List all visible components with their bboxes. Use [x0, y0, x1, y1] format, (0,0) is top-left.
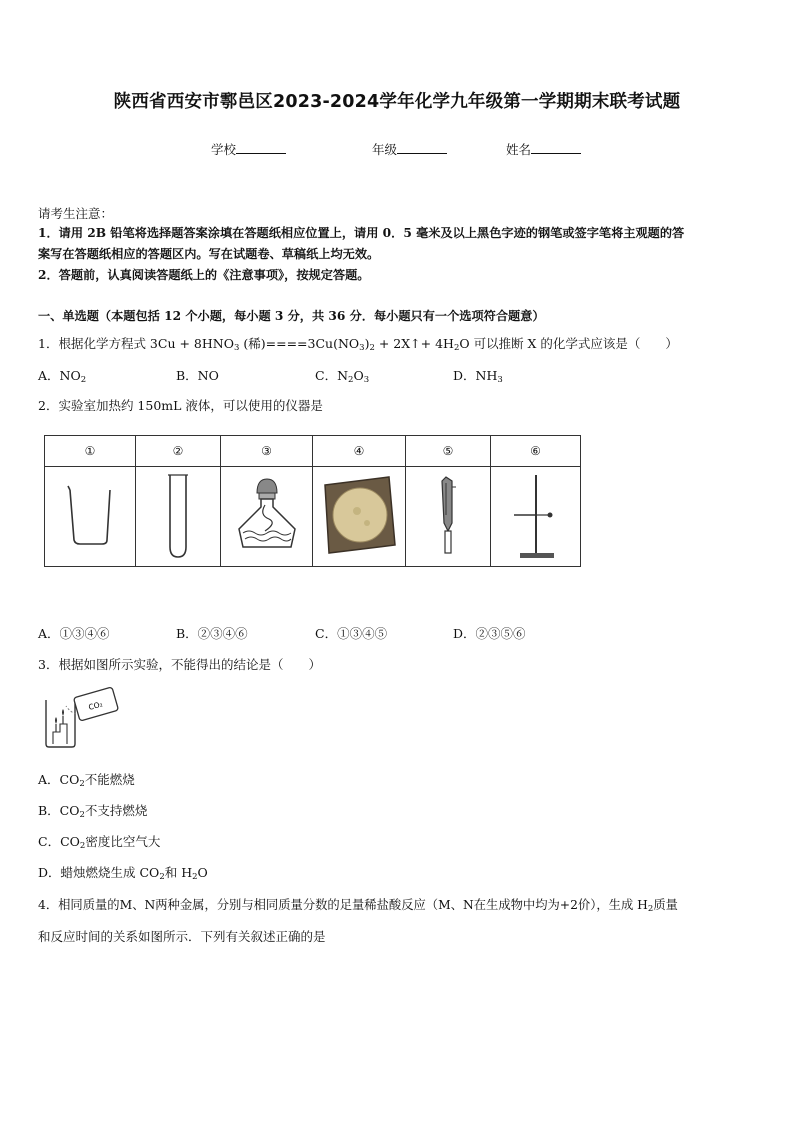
question-3: 3．根据如图所示实验，不能得出的结论是（ ） — [38, 657, 321, 672]
q3-option-a[interactable]: A．$CO_2$不能燃烧 — [38, 772, 135, 789]
name-field[interactable]: 姓名 — [506, 140, 581, 158]
q1-option-b[interactable]: B．NO — [176, 368, 219, 383]
apparatus-table — [44, 435, 581, 567]
table-header-6: ⑥ — [491, 436, 581, 467]
school-field[interactable]: 学校 — [211, 140, 286, 158]
name-blank[interactable] — [531, 141, 581, 154]
alcohol-lamp-icon — [229, 471, 305, 559]
question-4-line-2: 和反应时间的关系如图所示．下列有关叙述正确的是 — [38, 929, 326, 944]
notice-item-2: 2．答题前，认真阅读答题纸上的《注意事项》，按规定答题。 — [38, 268, 370, 282]
table-header-2: ② — [136, 436, 221, 467]
beaker-icon — [60, 480, 120, 550]
co2-pouring-figure — [40, 684, 122, 750]
q2-option-c[interactable]: C．①③④⑤ — [315, 626, 388, 641]
alcohol-lamp-cell — [221, 467, 313, 567]
co2-bottle-label: CO₂ — [87, 699, 104, 712]
grade-blank[interactable] — [397, 141, 447, 154]
q2-option-d[interactable]: D．②③⑤⑥ — [453, 626, 526, 641]
question-2: 2．实验室加热约 150mL 液体，可以使用的仪器是 — [38, 398, 323, 413]
test-tube-cell — [136, 467, 221, 567]
iron-stand-cell — [491, 467, 581, 567]
grade-field[interactable]: 年级 — [372, 140, 447, 158]
q3-option-c[interactable]: C．$CO_2$密度比空气大 — [38, 834, 161, 851]
q3-option-d[interactable]: D．蜡烛燃烧生成 $CO_2$和 $H_2O$ — [38, 865, 208, 882]
table-header-1: ① — [45, 436, 136, 467]
asbestos-mesh-cell — [313, 467, 406, 567]
iron-stand-icon — [506, 469, 566, 561]
table-header-5: ⑤ — [406, 436, 491, 467]
q2-option-b[interactable]: B．②③④⑥ — [176, 626, 248, 641]
q1-option-c[interactable]: C．$N_2O_3$ — [315, 368, 370, 385]
table-header-4: ④ — [313, 436, 406, 467]
question-1: 1．根据化学方程式 $3Cu + 8HNO_3$ (稀)$====3Cu(NO_3)_2$ + 2X↑+ $4H_2O$ 可以推断 X 的化学式应该是（ ） — [38, 336, 678, 353]
page-title: 陕西省西安市鄠邑区2023-2024学年化学九年级第一学期期末联考试题 — [113, 92, 681, 112]
notice-item-1b: 案写在答题纸相应的答题区内。写在试题卷、草稿纸上均无效。 — [38, 247, 380, 261]
asbestos-mesh-icon — [319, 473, 399, 557]
question-4-line-1: 4．相同质量的M、N两种金属，分别与相同质量分数的足量稀盐酸反应（M、N在生成物中均为+2价），生成 $H_2$质量 — [38, 898, 678, 914]
notice-item-1a: 1．请用 2B 铅笔将选择题答案涂填在答题纸相应位置上，请用 0．5 毫米及以上黑色字迹的钢笔或签字笔将主观题的答 — [38, 226, 685, 240]
q2-option-a[interactable]: A．①③④⑥ — [38, 626, 110, 641]
q1-option-d[interactable]: D．$NH_3$ — [453, 368, 503, 385]
notice-heading: 请考生注意： — [38, 206, 114, 221]
school-blank[interactable] — [236, 141, 286, 154]
section-heading: 一、单选题（本题包括 12 个小题，每小题 3 分，共 36 分．每小题只有一个选项符合题意） — [38, 309, 545, 323]
q3-option-b[interactable]: B．$CO_2$不支持燃烧 — [38, 803, 148, 820]
crucible-tongs-cell — [406, 467, 491, 567]
beaker-cell — [45, 467, 136, 567]
table-header-3: ③ — [221, 436, 313, 467]
tongs-icon — [428, 471, 468, 559]
q1-option-a[interactable]: A．$NO_2$ — [38, 368, 87, 385]
test-tube-icon — [158, 467, 198, 563]
